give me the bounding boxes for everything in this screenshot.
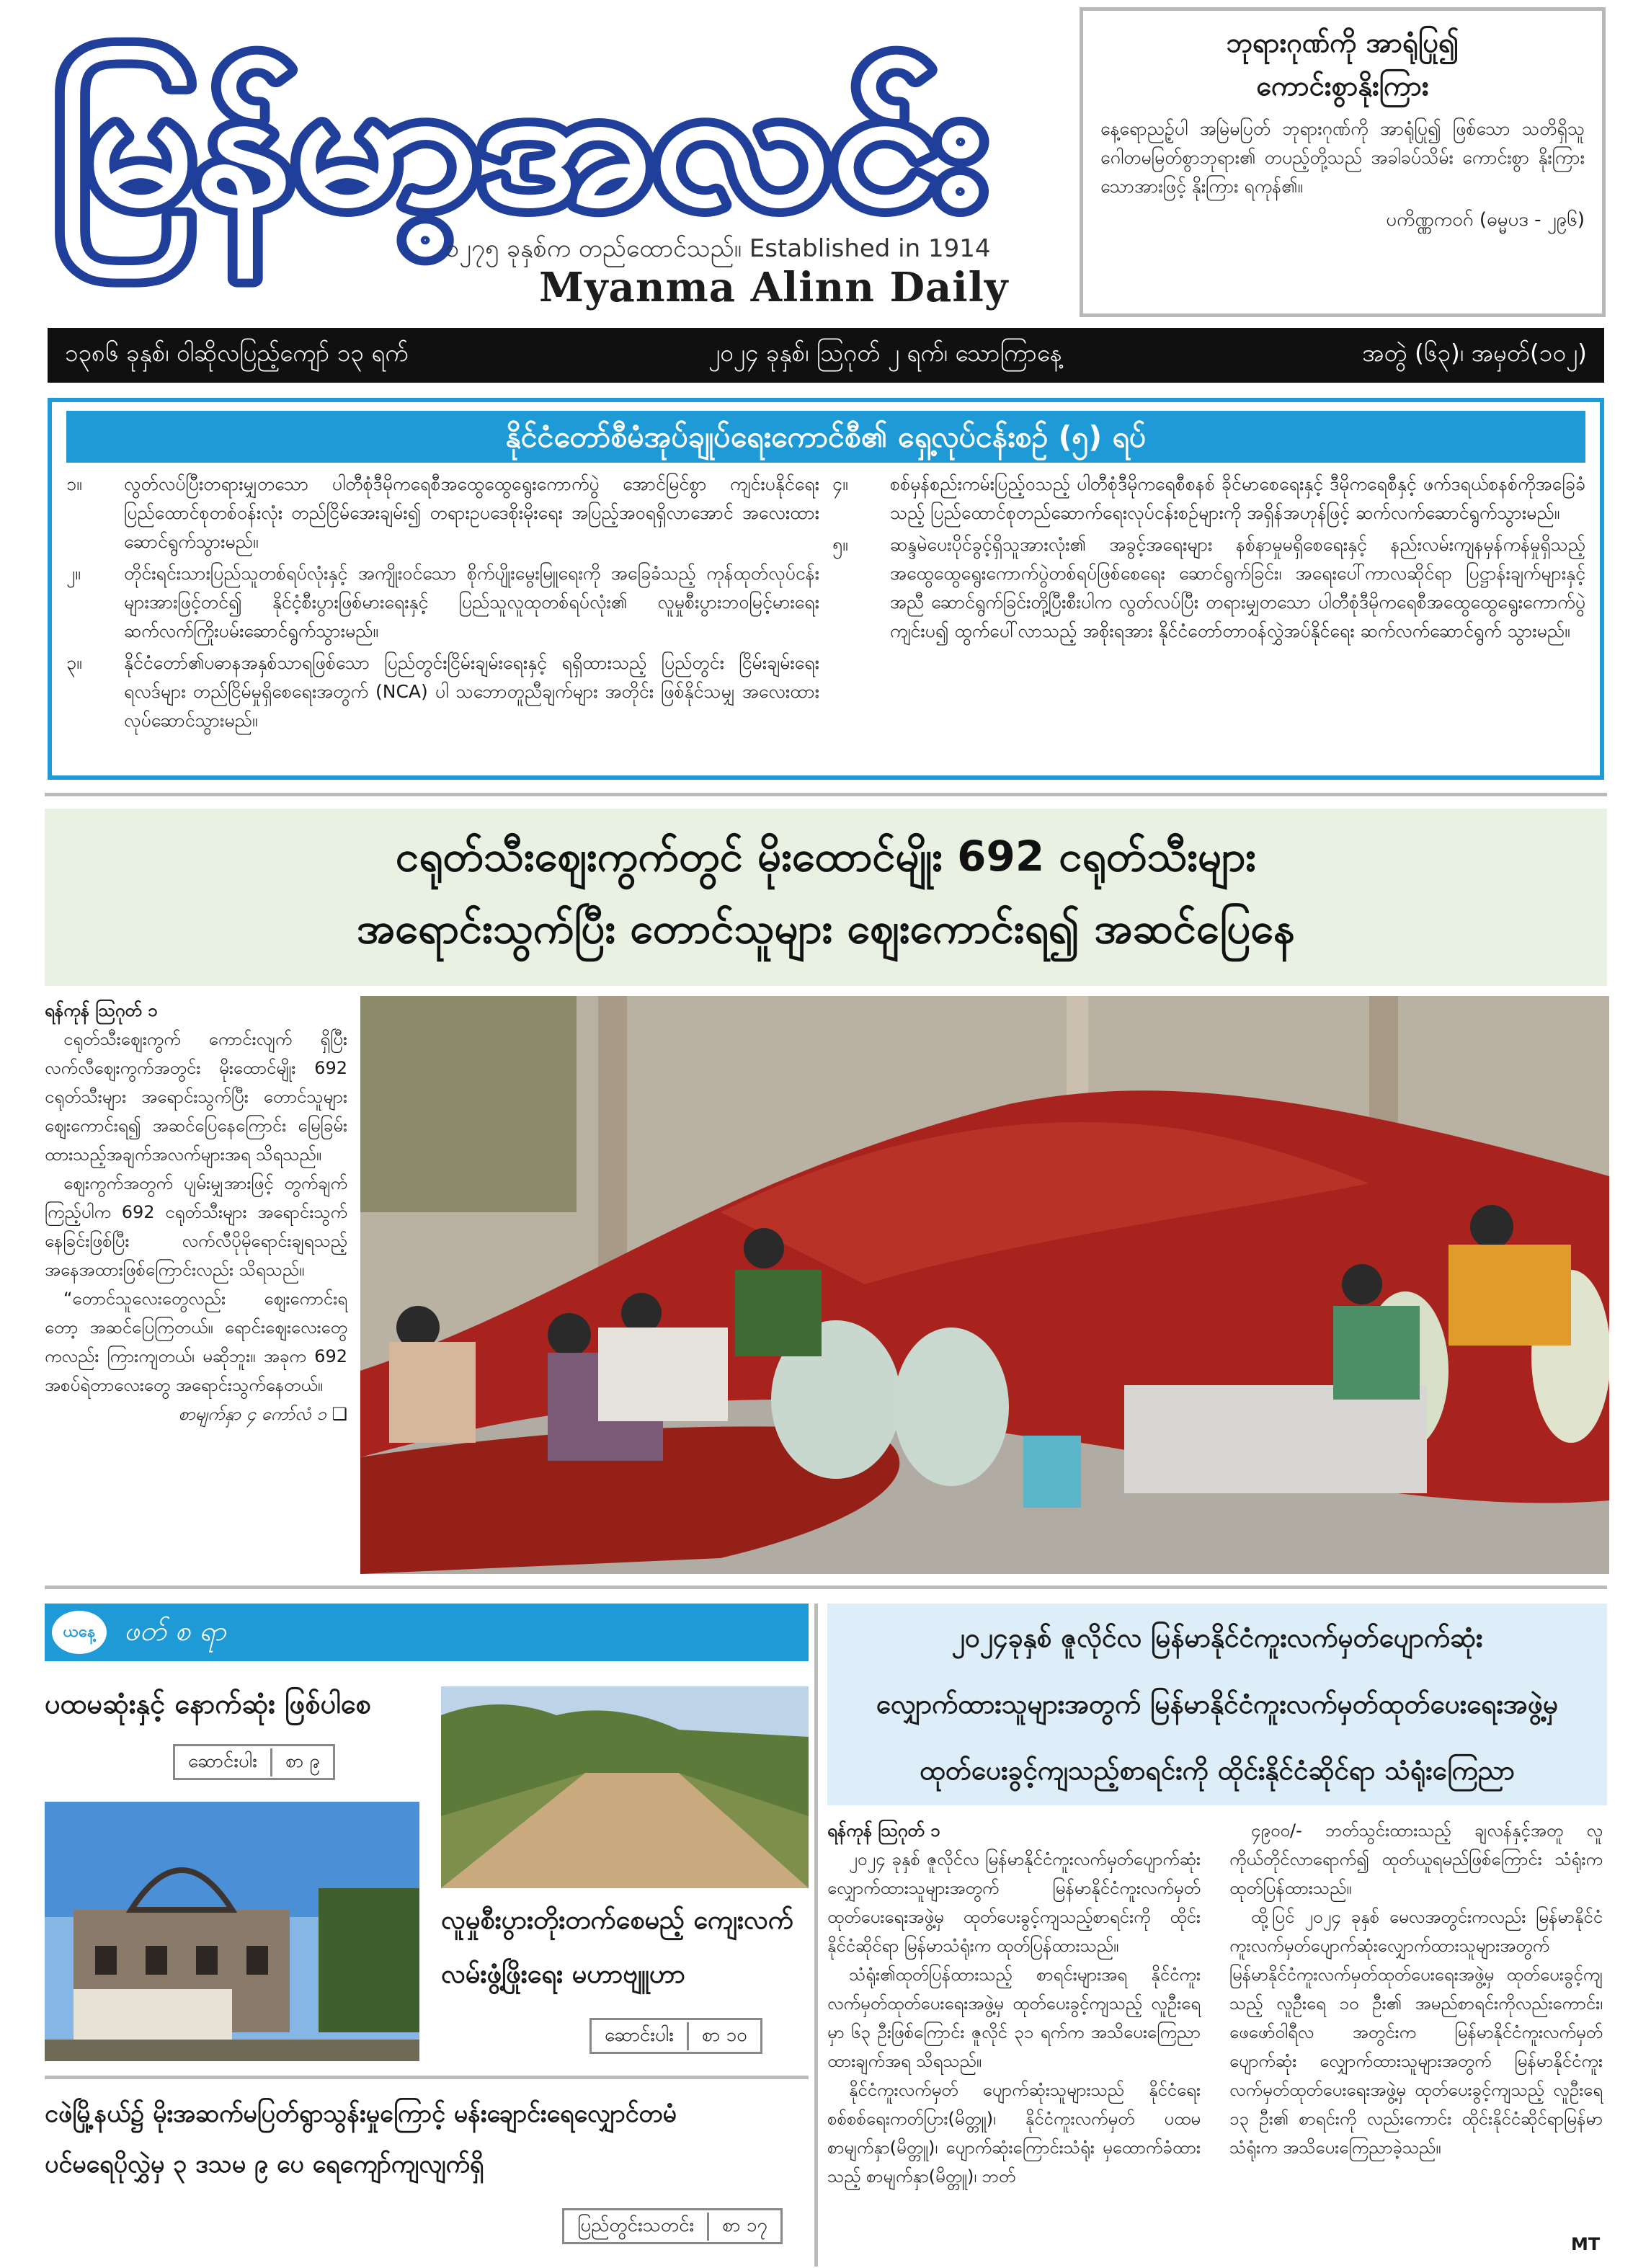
gregorian-date: ၂၀၂၄ ခုနှစ်၊ ဩဂုတ် ၂ ရက်၊ သောကြာနေ့ — [708, 338, 1062, 367]
concrete-platform — [1124, 1385, 1427, 1493]
objective-item — [66, 559, 819, 646]
story-paragraph: ၂၀၂၄ ခုနှစ် ဇူလိုင်လ မြန်မာနိုင်ငံကူးလက်မှတ်ပျောက်ဆုံးလျှောက်ထားသူများအတွက် မြန်မာနိုင်ငံကူးလက်မှတ်ထုတ်ပေးရေးအဖွဲ့မှ ထုတ်ပေးခွင့်ကျသည့်စာရင်းကို ထိုင်းနိုင်ငံဆိုင်ရာ မြန်မာသံရုံးက ထုတ်ပြန်ထားသည်။ — [827, 1849, 1201, 1956]
objective-number: ၁။ — [66, 473, 82, 494]
story-paragraph: ဈေးကွက်အတွက် ပျမ်းမျှအားဖြင့် တွက်ချက်ကြည့်ပါက 692 ငရုတ်သီးများ အရောင်းသွက်နေခြင်းဖြစ်ပြီး လက်လီပိုမိုရောင်းချရသည့် အနေအထားဖြစ်ကြောင်းလည်း သိရသည်။ — [45, 1173, 347, 1280]
worker — [1333, 1306, 1420, 1400]
quote-title-line2: ကောင်းစွာနိုးကြား — [1256, 70, 1429, 102]
worker — [744, 1228, 784, 1268]
objective-number: ၂။ — [66, 563, 81, 584]
section-divider — [45, 793, 1607, 796]
objective-item — [66, 649, 819, 735]
article-title[interactable]: ငဖဲမြို့နယ်၌ မိုးအဆက်မပြတ်ရွာသွန်းမှုကြောင့် မန်းချောင်းရေလျှောင်တမံ — [45, 2099, 677, 2128]
story-dateline: ရန်ကုန် ဩဂုတ် ၁ — [827, 1820, 940, 1841]
article-type: ဆောင်းပါး — [188, 1750, 257, 1772]
passport-headline-line2: လျှောက်ထားသူများအတွက် မြန်မာနိုင်ငံကူးလက်မှတ်ထုတ်ပေးရေးအဖွဲ့မှ — [876, 1689, 1559, 1720]
article-tag[interactable] — [173, 1744, 335, 1780]
article-tag[interactable] — [589, 2018, 762, 2054]
worker — [1342, 1264, 1382, 1304]
tree — [319, 1888, 419, 2032]
quote-source: ပကိဏ္ဏကဝဂ် (ဓမ္မပဒ - ၂၉၆) — [1386, 209, 1585, 231]
passport-story-headline[interactable] — [827, 1604, 1607, 1805]
main-headline-line1[interactable]: ငရုတ်သီးဈေးကွက်တွင် မိုးထောင်မျိုး 692 ငရုတ်သီးများ — [395, 832, 1257, 881]
objective-number: ၅။ — [832, 534, 848, 555]
story-paragraph: နိုင်ငံကူးလက်မှတ် ပျောက်ဆုံးသူများသည် နိုင်ငံရေးစစ်စစ်ရေးကတ်ပြား(မိတ္တူ)၊ နိုင်ငံကူးလက်မှတ် ပထမစာမျက်နှာ(မိတ္တူ)၊ ပျောက်ဆုံးကြောင်းသံရုံး မှထောက်ခံထားသည့် စာမျက်နှာ(မိတ္တူ)၊ ဘတ် — [827, 2080, 1201, 2187]
rural-road-photo — [441, 1686, 809, 1888]
objective-number: ၃။ — [66, 652, 82, 673]
atomic-bomb-dome-photo — [45, 1802, 419, 2061]
passport-story-column-1 — [827, 1816, 1201, 2191]
article-type: ဆောင်းပါး — [605, 2024, 674, 2046]
objectives-left-column — [66, 470, 819, 738]
objectives-box — [48, 398, 1604, 780]
worker — [389, 1342, 476, 1443]
dome-window — [95, 1946, 117, 1975]
article-page: စာ ၉ — [270, 1748, 333, 1776]
objective-text: တိုင်းရင်းသားပြည်သူတစ်ရပ်လုံးနှင့် အကျိုးဝင်သော စိုက်ပျိုးမွေးမြူရေးကို အခြေခံသည့် ကုန်ထုတ်လုပ်ငန်းများအားဖြင့်တင်၍ နိုင်ငံ့စီးပွားဖြစ်မားရေးနှင့် ပြည်သူလူထုတစ်ရပ်လုံး၏ လူမှုစီးပွားဘဝမြင့်မားရေး ဆက်လက်ကြိုးပမ်းဆောင်ရွက်သွားမည်။ — [124, 563, 819, 641]
passport-headline-line3: ထုတ်ပေးခွင့်ကျသည့်စာရင်းကို ထိုင်းနိုင်ငံဆိုင်ရာ သံရုံးကြေညာ — [920, 1755, 1515, 1786]
reading-section-header — [45, 1604, 809, 1661]
dhamma-quote-box — [1080, 7, 1606, 317]
article-title[interactable]: လူမှုစီးပွားတိုးတက်စေမည့် ကျေးလက် — [441, 1905, 793, 1935]
author-signature: MT — [1571, 2234, 1601, 2254]
masthead-title: မြန်မာ့အလင်း — [55, 50, 868, 243]
established-line: ၁၂၇၅ ခုနှစ်က တည်ထောင်သည်။ Established in 1914 — [445, 234, 991, 263]
worker — [735, 1270, 822, 1356]
article-page: စာ ၁၇ — [707, 2213, 780, 2241]
objective-text: နိုင်ငံတော်၏ပဓာနအနှစ်သာရဖြစ်သော ပြည်တွင်းငြိမ်းချမ်းရေးနှင့် ရရှိထားသည့် ပြည်တွင်း ငြိမ်းချမ်းရေးရလဒ်များ တည်ငြိမ်မှုရှိစေရေးအတွက် (NCA) ပါ သဘောတူညီချက်များ အတိုင်း ဖြစ်နိုင်သမျှ အလေးထားလုပ်ဆောင်သွားမည်။ — [124, 652, 819, 731]
ground — [45, 2040, 419, 2061]
plastic-jerry-can — [1023, 1436, 1081, 1508]
objective-item — [832, 470, 1585, 528]
article-tag[interactable] — [562, 2208, 783, 2244]
story-paragraph: ၄၉၀၀/- ဘတ်သွင်းထားသည့် ချလန်နှင့်အတူ လူကိုယ်တိုင်လာရောက်၍ ထုတ်ယူရမည်ဖြစ်ကြောင်း သံရုံးက ထုတ်ပြန်ထားသည်။ — [1229, 1820, 1603, 1898]
objective-item — [66, 470, 819, 556]
quote-body: နေ့ရောညဉ့်ပါ အမြဲမပြတ် ဘုရားဂုဏ်ကို အာရုံပြု၍ ဖြစ်သော သတိရှိသူ ဂေါတမမြတ်စွာဘုရား၏ တပည့်တို့သည် အခါခပ်သိမ်း ကောင်းစွာ နိုးကြားသောအားဖြင့် နိုးကြား ရကုန်၏။ — [1100, 118, 1585, 197]
dome-window — [196, 1946, 218, 1975]
dome-window — [246, 1946, 268, 1975]
objective-item — [832, 530, 1585, 646]
story-paragraph: “တောင်သူလေးတွေလည်း ဈေးကောင်းရတော့ အဆင်ပြေကြတယ်။ ရောင်းဈေးလေးတွေကလည်း ကြားကျတယ်၊ မဆိုဘူး။ အခုက 692 အစပ်ရဲတာလေးတွေ အရောင်းသွက်နေတယ်။ — [45, 1289, 347, 1395]
myanmar-date: ၁၃၈၆ ခုနှစ်၊ ဝါဆိုလပြည့်ကျော် ၁၃ ရက် — [65, 338, 409, 367]
worker — [621, 1293, 662, 1333]
main-headline-line2[interactable]: အရောင်းသွက်ပြီး တောင်သူများ ဈေးကောင်းရ၍ အဆင်ပြေနေ — [357, 904, 1295, 953]
objective-number: ၄။ — [832, 473, 848, 494]
article-title[interactable]: ပထမဆုံးနှင့် နောက်ဆုံး ဖြစ်ပါစေ — [45, 1688, 371, 1720]
main-headline-band — [45, 809, 1607, 986]
photo-window — [360, 996, 577, 1212]
objective-text: လွတ်လပ်ပြီးတရားမျှတသော ပါတီစုံဒီမိုကရေစီအထွေထွေရွေးကောက်ပွဲ အောင်မြင်စွာ ကျင်းပနိုင်ရေး ပြည်ထောင်စုတစ်ဝန်းလုံး တည်ငြိမ်အေးချမ်း၍ တရားဥပဒေစိုးမိုးရေး အပြည့်အဝရရှိလာအောင် အလေးထားဆောင်ရွက်သွားမည်။ — [124, 473, 819, 552]
passport-story-column-2 — [1229, 1816, 1603, 2162]
objectives-title: နိုင်ငံတော်စီမံအုပ်ချုပ်ရေးကောင်စီ၏ ရှေ့လုပ်ငန်းစဉ် (၅) ရပ် — [66, 411, 1585, 463]
worker — [598, 1328, 728, 1421]
story-continuation[interactable]: စာမျက်နှာ ၄ ကော်လံ ၁ ❏ — [178, 1404, 347, 1424]
today-badge: ယနေ့ — [52, 1611, 107, 1654]
chili-warehouse-photo — [360, 996, 1609, 1574]
story-paragraph: ငရုတ်သီးဈေးကွက် ကောင်းလျက် ရှိပြီး လက်လီဈေးကွက်အတွင်း မိုးထောင်မျိုး 692 ငရုတ်သီးများ အရောင်းသွက်ပြီး တောင်သူများဈေးကောင်းရ၍ အဆင်ပြေနေကြောင်း မြေခြမ်းထားသည့်အချက်အလက်များအရ သိရသည်။ — [45, 1029, 347, 1165]
article-type: ပြည်တွင်းသတင်း — [577, 2214, 695, 2236]
worker — [1470, 1205, 1513, 1248]
english-title: Myanma Alinn Daily — [539, 264, 1009, 311]
dome-window — [146, 1946, 167, 1975]
article-title[interactable]: ပင်မရေပိုလွှဲမှ ၃ ဒသမ ၉ ပေ ရေကျော်ကျလျက်ရှိ — [45, 2150, 484, 2179]
article-page: စာ ၁၀ — [687, 2022, 760, 2050]
reading-section-label: ဖတ် စ ရာ — [124, 1615, 226, 1647]
objective-text: ဆန္ဒမဲပေးပိုင်ခွင့်ရှိသူအားလုံး၏ အခွင့်အရေးများ နစ်နာမှုမရှိစေရေးနှင့် နည်းလမ်းကျနမှန်ကန်မှုရှိသည့် အထွေထွေရွေးကောက်ပွဲတစ်ရပ်ဖြစ်စေရေး ဆောင်ရွက်ခြင်း၊ အရေးပေါ်ကာလဆိုင်ရာ ပြဋ္ဌာန်းချက်များနှင့်အညီ ဆောင်ရွက်ခြင်းတို့ပြီးစီးပါက လွတ်လပ်ပြီး တရားမျှတသော ပါတီစုံဒီမိုကရေစီအထွေထွေရွေးကောက်ပွဲ ကျင်းပ၍ ထွက်ပေါ်လာသည့် အစိုးရအား နိုင်ငံတော်တာဝန်လွှဲအပ်နိုင်ရေး ဆက်လက်ဆောင်ရွက် သွားမည်။ — [890, 534, 1585, 641]
passport-headline-line1: ၂၀၂၄ခုနှစ် ဇူလိုင်လ မြန်မာနိုင်ငံကူးလက်မှတ်ပျောက်ဆုံး — [951, 1622, 1483, 1653]
date-bar — [48, 328, 1604, 383]
chili-sack — [894, 1328, 1009, 1486]
quote-title-line1: ဘုရားဂုဏ်ကို အာရုံပြု၍ — [1226, 27, 1459, 58]
section-divider — [45, 2076, 809, 2079]
main-story-column — [45, 996, 347, 1428]
story-dateline: ရန်ကုန် ဩဂုတ် ၁ — [45, 1000, 158, 1020]
column-divider — [814, 1604, 818, 2267]
article-title[interactable]: လမ်းဖွံ့ဖြိုးရေး မဟာဗျူဟာ — [441, 1960, 685, 1989]
worker — [548, 1313, 591, 1356]
worker — [1448, 1245, 1571, 1346]
story-paragraph: သံရုံး၏ထုတ်ပြန်ထားသည့် စာရင်းများအရ နိုင်ငံကူးလက်မှတ်ထုတ်ပေးရေးအဖွဲ့မှ ထုတ်ပေးခွင့်ကျသည့် လူဦးရေမှာ ၆၃ ဦးဖြစ်ကြောင်း ဇူလိုင် ၃၁ ရက်က အသိပေးကြေညာထားချက်အရ သိရသည်။ — [827, 1965, 1201, 2071]
story-paragraph: ထို့ပြင် ၂၀၂၄ ခုနှစ် မေလအတွင်းကလည်း မြန်မာနိုင်ငံကူးလက်မှတ်ပျောက်ဆုံးလျှောက်ထားသူများအတွက် မြန်မာနိုင်ငံကူးလက်မှတ်ထုတ်ပေးရေးအဖွဲ့မှ ထုတ်ပေးခွင့်ကျသည့် လူဦးရေ ၁၀ ဦး၏ အမည်စာရင်းကိုလည်းကောင်း၊ ဖေဖော်ဝါရီလ အတွင်းက မြန်မာနိုင်ငံကူးလက်မှတ်ပျောက်ဆုံး လျှောက်ထားသူများအတွက် မြန်မာနိုင်ငံကူးလက်မှတ်ထုတ်ပေးရေးအဖွဲ့မှ ထုတ်ပေးခွင့်ကျသည့် လူဦးရေ ၁၃ ဦး၏ စာရင်းကို လည်းကောင်း ထိုင်းနိုင်ငံဆိုင်ရာမြန်မာသံရုံးက အသိပေးကြေညာခဲ့သည်။ — [1229, 1907, 1603, 2158]
section-divider — [45, 1586, 1607, 1589]
issue-number: အတွဲ (၆၃)၊ အမှတ်(၁၀၂) — [1362, 338, 1587, 367]
objective-text: စစ်မှန်စည်းကမ်းပြည့်ဝသည့် ပါတီစုံဒီမိုကရေစီစနစ် ခိုင်မာစေရေးနှင့် ဒီမိုကရေစီနှင့် ဖက်ဒရယ်စနစ်ကိုအခြေခံသည့် ပြည်ထောင်စုတည်ဆောက်ရေးလုပ်ငန်းစဉ်များကို အရှိန်အဟုန်ဖြင့် ဆက်လက်ဆောင်ရွက်သွားမည်။ — [890, 473, 1585, 523]
objectives-right-column — [832, 470, 1585, 738]
